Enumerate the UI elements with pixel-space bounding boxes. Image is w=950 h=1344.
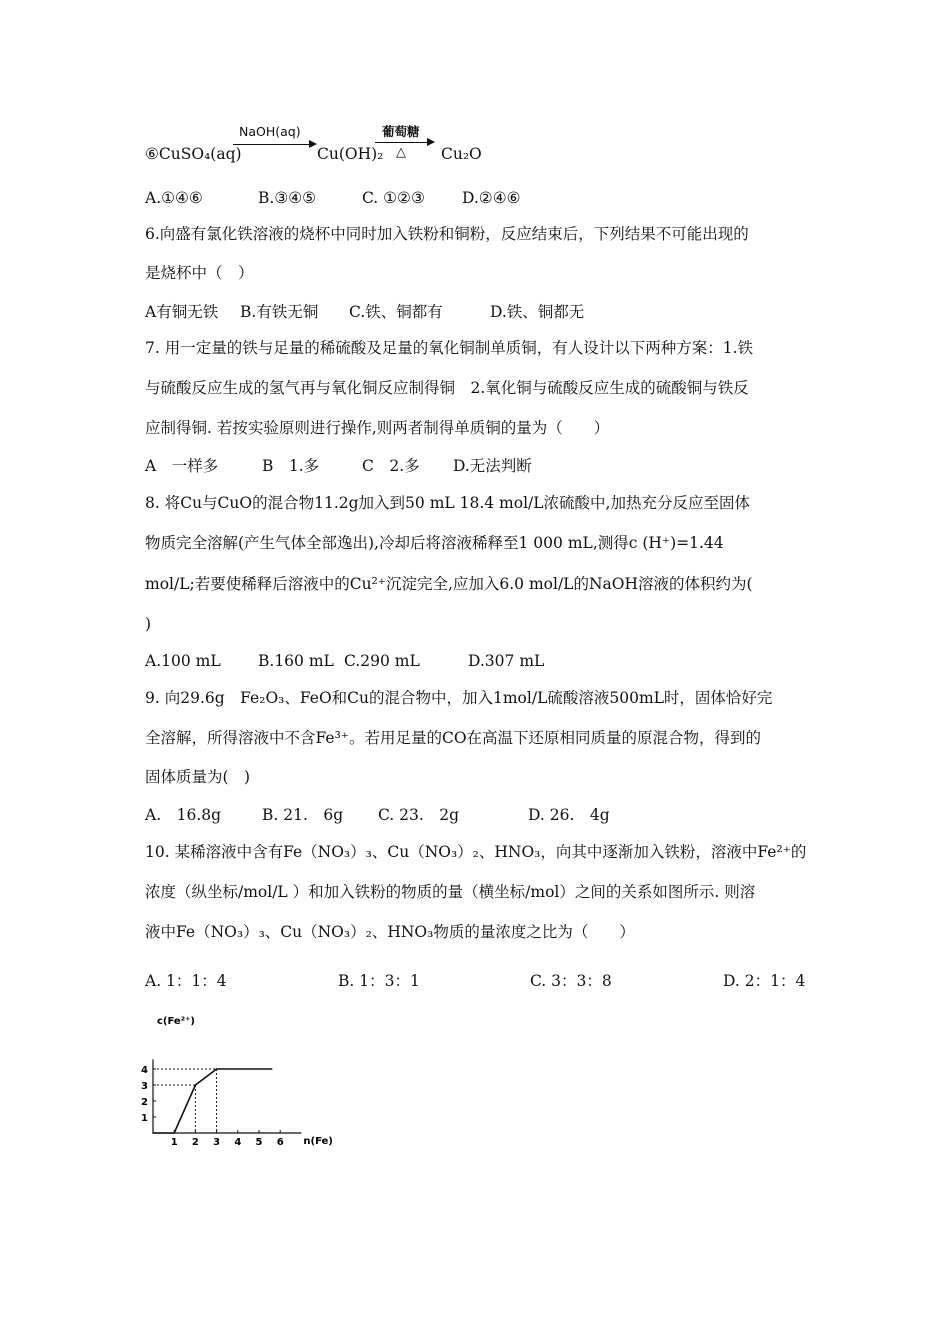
q10-line-2: 浓度（纵坐标/mol/L ）和加入铁粉的物质的量（横坐标/mol）之间的关系如图所示. 则溶 bbox=[145, 883, 756, 901]
arrow2-condition-top: 葡萄糖 bbox=[382, 124, 420, 139]
q10-option-a: A. 1：1：4 bbox=[145, 972, 227, 990]
q7-option-b: B 1.多 bbox=[262, 457, 320, 475]
arrow2-head bbox=[427, 138, 435, 146]
series-point bbox=[173, 1132, 175, 1134]
q8-option-b: B.160 mL bbox=[258, 652, 334, 670]
x-tick-label: 6 bbox=[276, 1137, 284, 1148]
q10-option-c: C. 3：3：8 bbox=[530, 972, 612, 990]
q8-line-3: mol/L;若要使稀释后溶液中的Cu²⁺沉淀完全,应加入6.0 mol/L的NaOH溶液的体积约为( bbox=[145, 575, 753, 593]
q10-line-1: 10. 某稀溶液中含有Fe（NO₃）₃、Cu（NO₃）₂、HNO₃，向其中逐渐加入铁粉，溶液中Fe²⁺的 bbox=[145, 843, 807, 861]
x-axis-label: n(Fe) bbox=[303, 1136, 333, 1147]
arrow2-condition-bottom: △ bbox=[396, 145, 406, 160]
x-tick-label: 1 bbox=[170, 1137, 178, 1148]
x-tick-label: 3 bbox=[213, 1137, 221, 1148]
q9-option-d: D. 26. 4g bbox=[528, 806, 610, 824]
q5-option-a: A.①④⑥ bbox=[145, 189, 203, 207]
q8-option-c: C.290 mL bbox=[344, 652, 420, 670]
q10-option-b: B. 1：3：1 bbox=[338, 972, 420, 990]
q9-line-1: 9. 向29.6g Fe₂O₃、FeO和Cu的混合物中，加入1mol/L硫酸溶液500mL时，固体恰好完 bbox=[145, 689, 773, 707]
y-tick-label: 4 bbox=[141, 1065, 148, 1076]
arrow1-head bbox=[309, 140, 317, 148]
x-tick-label: 5 bbox=[255, 1137, 263, 1148]
q8-option-d: D.307 mL bbox=[468, 652, 545, 670]
q9-line-2: 全溶解，所得溶液中不含Fe³⁺。若用足量的CO在高温下还原相同质量的原混合物，得到的 bbox=[145, 729, 762, 747]
series-line bbox=[153, 1069, 272, 1133]
q6-line-1: 6.向盛有氯化铁溶液的烧杯中同时加入铁粉和铜粉，反应结束后，下列结果不可能出现的 bbox=[145, 225, 749, 243]
q5-option-c: C. ①②③ bbox=[362, 189, 425, 207]
q9-option-a: A. 16.8g bbox=[145, 806, 222, 824]
arrow1-line bbox=[233, 144, 311, 145]
q5-option-d: D.②④⑥ bbox=[462, 189, 521, 207]
q10-option-d: D. 2：1：4 bbox=[723, 972, 806, 990]
y-tick-label: 2 bbox=[141, 1097, 148, 1108]
y-tick-label: 1 bbox=[141, 1113, 148, 1124]
q7-option-c: C 2.多 bbox=[362, 457, 420, 475]
fe2-concentration-chart bbox=[135, 1010, 350, 1160]
product: Cu₂O bbox=[441, 145, 482, 163]
series-point bbox=[271, 1068, 273, 1070]
q9-option-b: B. 21. 6g bbox=[262, 806, 344, 824]
q6-line-2: 是烧杯中（ ） bbox=[145, 264, 254, 282]
reactant: ⑥CuSO₄(aq) bbox=[145, 145, 242, 163]
q6-option-c: C.铁、铜都有 bbox=[349, 303, 443, 321]
q7-line-3: 应制得铜. 若按实验原则进行操作,则两者制得单质铜的量为（ ） bbox=[145, 419, 610, 437]
q7-option-d: D.无法判断 bbox=[453, 457, 532, 475]
q6-option-a: A有铜无铁 bbox=[145, 303, 219, 321]
q6-option-d: D.铁、铜都无 bbox=[490, 303, 585, 321]
q8-line-2: 物质完全溶解(产生气体全部逸出),冷却后将溶液稀释至1 000 mL,测得c (H⁺)=1.44 bbox=[145, 534, 724, 552]
series-point bbox=[216, 1068, 218, 1070]
q8-option-a: A.100 mL bbox=[145, 652, 221, 670]
q10-line-3: 液中Fe（NO₃）₃、Cu（NO₃）₂、HNO₃物质的量浓度之比为（ ） bbox=[145, 923, 635, 941]
reaction-scheme bbox=[145, 120, 505, 170]
q5-option-b: B.③④⑤ bbox=[258, 189, 317, 207]
series-point bbox=[152, 1132, 154, 1134]
q8-line-4: ) bbox=[145, 615, 152, 633]
q8-line-1: 8. 将Cu与CuO的混合物11.2g加入到50 mL 18.4 mol/L浓硫酸中,加热充分反应至固体 bbox=[145, 494, 750, 512]
y-tick-label: 3 bbox=[141, 1081, 148, 1092]
x-tick-label: 2 bbox=[191, 1137, 199, 1148]
q7-line-2: 与硫酸反应生成的氢气再与氧化铜反应制得铜 2.氧化铜与硫酸反应生成的硫酸铜与铁反 bbox=[145, 379, 749, 397]
intermediate: Cu(OH)₂ bbox=[317, 145, 384, 163]
arrow1-condition: NaOH(aq) bbox=[239, 124, 301, 139]
q7-option-a: A 一样多 bbox=[145, 457, 219, 475]
q9-option-c: C. 23. 2g bbox=[378, 806, 460, 824]
series-point bbox=[195, 1084, 197, 1086]
arrow2-line bbox=[375, 142, 429, 143]
q9-line-3: 固体质量为( ) bbox=[145, 768, 251, 786]
x-tick-label: 4 bbox=[234, 1137, 242, 1148]
q6-option-b: B.有铁无铜 bbox=[240, 303, 319, 321]
q7-line-1: 7. 用一定量的铁与足量的稀硫酸及足量的氧化铜制单质铜，有人设计以下两种方案：1.铁 bbox=[145, 339, 754, 357]
y-axis-label: c(Fe²⁺) bbox=[157, 1016, 195, 1027]
